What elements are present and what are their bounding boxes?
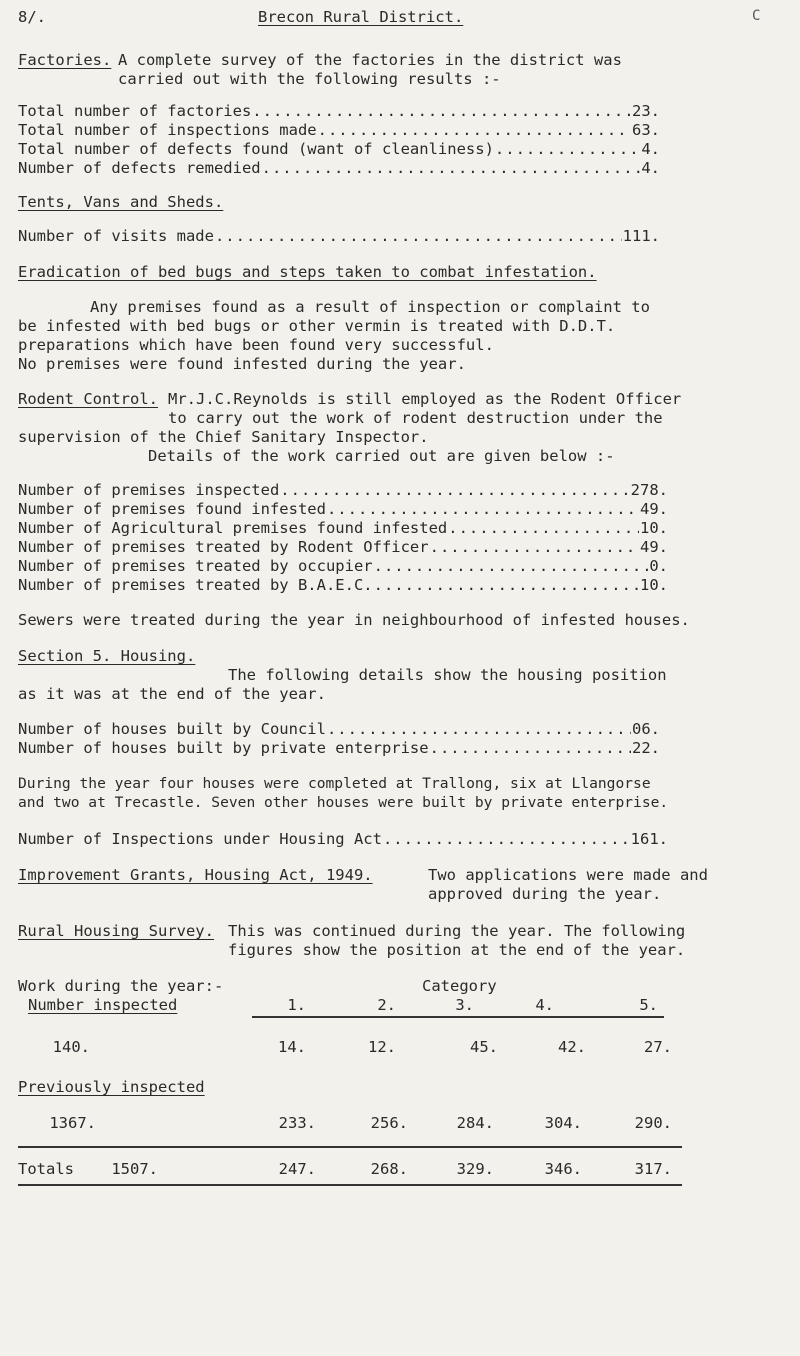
- stat-value: 4.: [641, 140, 660, 158]
- during-line: and two at Trecastle. Seven other houses were built by private enterprise.: [18, 794, 669, 811]
- category-header: 4.: [535, 996, 554, 1014]
- bedbugs-line: be infested with bed bugs or other vermin is treated with D.D.T.: [18, 317, 616, 335]
- stat-value: 10.: [640, 576, 668, 594]
- table-cell: 290.: [634, 1114, 672, 1132]
- bedbugs-heading: Eradication of bed bugs and steps taken to combat infestation.: [18, 263, 597, 281]
- bedbugs-line: preparations which have been found very successful.: [18, 336, 494, 354]
- stat-value: 10.: [640, 519, 668, 537]
- stat-label: Number of Agricultural premises found infested: [18, 519, 448, 537]
- stat-label: Number of premises treated by occupier: [18, 557, 373, 575]
- rodent-heading: Rodent Control.: [18, 390, 158, 408]
- stat-row: [18, 140, 660, 158]
- corner-mark: C: [752, 8, 761, 24]
- work-label: Work during the year:-: [18, 977, 224, 995]
- survey-line: figures show the position at the end of the year.: [228, 941, 686, 959]
- table-cell: 284.: [456, 1114, 494, 1132]
- stat-label: Total number of inspections made: [18, 121, 317, 139]
- stat-label: Number of premises inspected: [18, 481, 280, 499]
- stat-row: [18, 720, 660, 738]
- stat-value: 49.: [640, 500, 668, 518]
- number-inspected-label: Number inspected: [28, 996, 178, 1014]
- table-cell: 304.: [544, 1114, 582, 1132]
- stat-label: Total number of defects found (want of cleanliness): [18, 140, 494, 158]
- totals-label: Totals: [18, 1160, 74, 1178]
- stat-value: 22.: [632, 739, 660, 757]
- stat-label: Number of premises treated by Rodent Officer: [18, 538, 429, 556]
- category-header: 5.: [639, 996, 658, 1014]
- stat-row: [18, 519, 668, 537]
- table-cell: 233.: [278, 1114, 316, 1132]
- grants-heading: Improvement Grants, Housing Act, 1949.: [18, 866, 373, 884]
- stat-row: [18, 500, 668, 518]
- stat-label: Number of houses built by private enterprise: [18, 739, 429, 757]
- previous-total: 1367.: [49, 1114, 96, 1132]
- during-line: During the year four houses were completed at Trallong, six at Llangorse: [18, 775, 651, 792]
- stat-value: 4.: [641, 159, 660, 177]
- factories-intro-2: carried out with the following results :-: [118, 70, 501, 88]
- table-cell: 329.: [456, 1160, 494, 1178]
- totals-divider: [18, 1146, 682, 1148]
- stat-label: Number of premises found infested: [18, 500, 326, 518]
- stat-label: Number of Inspections under Housing Act: [18, 830, 382, 848]
- category-header: 1.: [287, 996, 306, 1014]
- housing-heading: Section 5. Housing.: [18, 647, 196, 665]
- stat-row: [18, 481, 668, 499]
- stat-value: 161.: [630, 830, 668, 848]
- stat-value: 63.: [632, 121, 660, 139]
- survey-line: This was continued during the year. The following: [228, 922, 686, 940]
- table-cell: 256.: [370, 1114, 408, 1132]
- stat-value: 0.: [649, 557, 668, 575]
- survey-heading: Rural Housing Survey.: [18, 922, 214, 940]
- rodent-line: supervision of the Chief Sanitary Inspector.: [18, 428, 429, 446]
- stat-row: [18, 121, 660, 139]
- grants-line: Two applications were made and: [428, 866, 708, 884]
- stat-value: 23.: [632, 102, 660, 120]
- table-cell: 268.: [370, 1160, 408, 1178]
- rodent-line: to carry out the work of rodent destruction under the: [168, 409, 663, 427]
- table-cell: 42.: [558, 1038, 586, 1056]
- page-number: 8/.: [18, 8, 46, 26]
- stat-row: [18, 159, 660, 177]
- totals-bottom-rule: [18, 1184, 682, 1186]
- category-header: 3.: [455, 996, 474, 1014]
- table-cell: 317.: [634, 1160, 672, 1178]
- housing-line: as it was at the end of the year.: [18, 685, 326, 703]
- factories-heading: Factories.: [18, 51, 112, 69]
- stat-label: Total number of factories: [18, 102, 252, 120]
- stat-row: [18, 538, 668, 556]
- factories-intro-1: A complete survey of the factories in the district was: [118, 51, 622, 69]
- stat-value: 278.: [630, 481, 668, 499]
- tents-heading: Tents, Vans and Sheds.: [18, 193, 224, 211]
- stat-label: Number of visits made: [18, 227, 214, 245]
- table-cell: 45.: [470, 1038, 498, 1056]
- rodent-line: Mr.J.C.Reynolds is still employed as the Rodent Officer: [168, 390, 682, 408]
- sewers-line: Sewers were treated during the year in neighbourhood of infested houses.: [18, 611, 690, 629]
- bedbugs-line: No premises were found infested during the year.: [18, 355, 466, 373]
- table-cell: 12.: [368, 1038, 396, 1056]
- stat-label: Number of defects remedied: [18, 159, 261, 177]
- stat-value: 49.: [640, 538, 668, 556]
- housing-line: The following details show the housing position: [228, 666, 667, 684]
- stat-row: [18, 102, 660, 120]
- table-cell: 27.: [644, 1038, 672, 1056]
- previously-label: Previously inspected: [18, 1078, 205, 1096]
- table-cell: 14.: [278, 1038, 306, 1056]
- stat-value: 111.: [622, 227, 660, 245]
- grants-line: approved during the year.: [428, 885, 662, 903]
- category-underline: [252, 1016, 664, 1018]
- table-cell: 346.: [544, 1160, 582, 1178]
- stat-row: [18, 227, 660, 245]
- totals-total: 1507.: [111, 1160, 158, 1178]
- table-cell: 247.: [278, 1160, 316, 1178]
- stat-row: [18, 830, 668, 848]
- category-label: Category: [422, 977, 497, 995]
- stat-label: Number of premises treated by B.A.E.C.: [18, 576, 373, 594]
- stat-row: [18, 739, 660, 757]
- category-header: 2.: [377, 996, 396, 1014]
- stat-row: [18, 576, 668, 594]
- stat-label: Number of houses built by Council: [18, 720, 326, 738]
- stat-row: [18, 557, 668, 575]
- stat-value: 06.: [632, 720, 660, 738]
- inspected-total: 140.: [52, 1038, 90, 1056]
- bedbugs-line: Any premises found as a result of inspection or complaint to: [90, 298, 650, 316]
- page-title: Brecon Rural District.: [258, 8, 464, 26]
- rodent-line: Details of the work carried out are given below :-: [148, 447, 615, 465]
